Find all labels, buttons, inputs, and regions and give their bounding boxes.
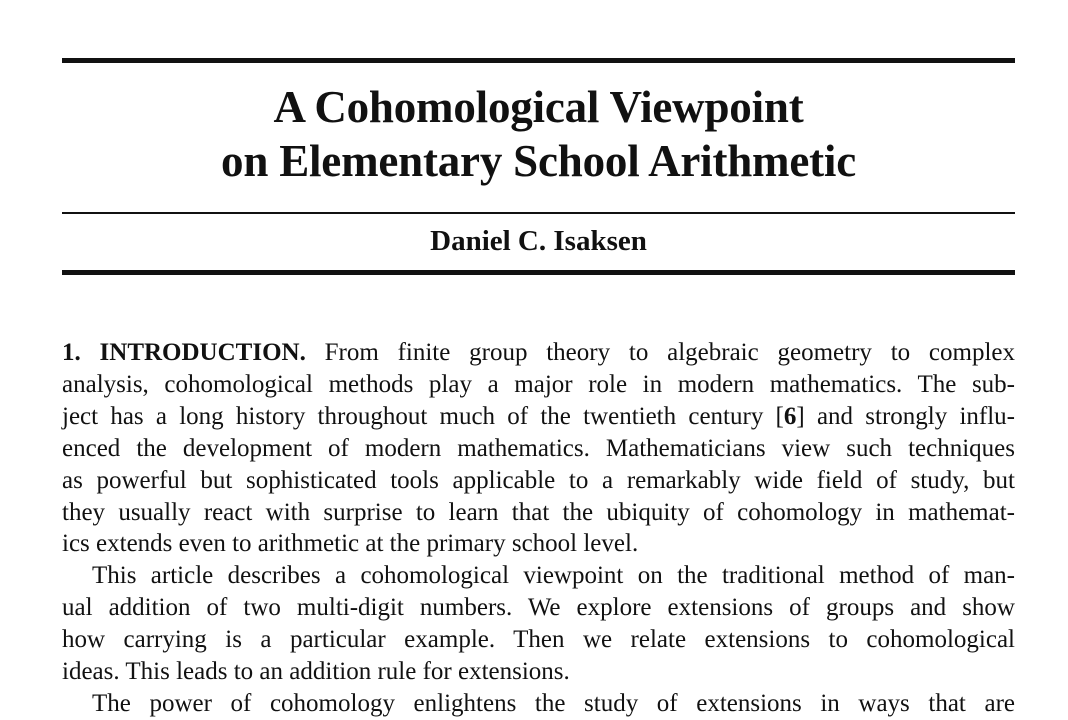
text-line: ideas. This leads to an addition rule for extensions. <box>62 658 570 686</box>
article-body <box>62 337 1015 720</box>
text-line: enced the development of modern mathematics. Mathematicians view such techniques <box>62 434 1015 462</box>
paragraph-introduction <box>62 337 1015 560</box>
title-rule-middle <box>62 212 1015 214</box>
paragraph-overview <box>62 560 1015 688</box>
text-line <box>62 401 1015 433</box>
text-fragment: From finite group theory to algebraic geometry to complex <box>324 339 1016 366</box>
section-title: INTRODUCTION. <box>99 339 306 366</box>
text-line <box>62 337 1015 369</box>
section-heading <box>62 339 306 366</box>
text-line: ics extends even to arithmetic at the primary school level. <box>62 530 639 558</box>
section-number: 1. <box>62 339 81 366</box>
text-line: ual addition of two multi-digit numbers. We explore extensions of groups and show <box>62 594 1015 622</box>
text-line: they usually react with surprise to learn that the ubiquity of cohomology in mathemat- <box>62 498 1015 526</box>
paper-title <box>62 80 1015 188</box>
title-line-1: A Cohomological Viewpoint <box>273 82 804 132</box>
text-line: This article describes a cohomological viewpoint on the traditional method of man- <box>92 562 1015 590</box>
paragraph-cohomology <box>62 688 1015 720</box>
text-fragment: ject has a long history throughout much of the twentieth century [ <box>62 402 784 430</box>
text-fragment: ] and strongly influ- <box>796 402 1015 430</box>
author-name: Daniel C. Isaksen <box>430 225 647 257</box>
title-line-2: on Elementary School Arithmetic <box>221 136 856 186</box>
title-rule-bottom <box>62 270 1015 275</box>
title-rule-top <box>62 58 1015 63</box>
text-line: as powerful but sophisticated tools applicable to a remarkably wide field of study, but <box>62 466 1015 494</box>
citation-reference: 6 <box>783 402 797 430</box>
text-line: how carrying is a particular example. Then we relate extensions to cohomological <box>62 626 1015 654</box>
text-line: analysis, cohomological methods play a major role in modern mathematics. The sub- <box>62 370 1015 398</box>
text-line: The power of cohomology enlightens the study of extensions in ways that are <box>92 689 1015 717</box>
